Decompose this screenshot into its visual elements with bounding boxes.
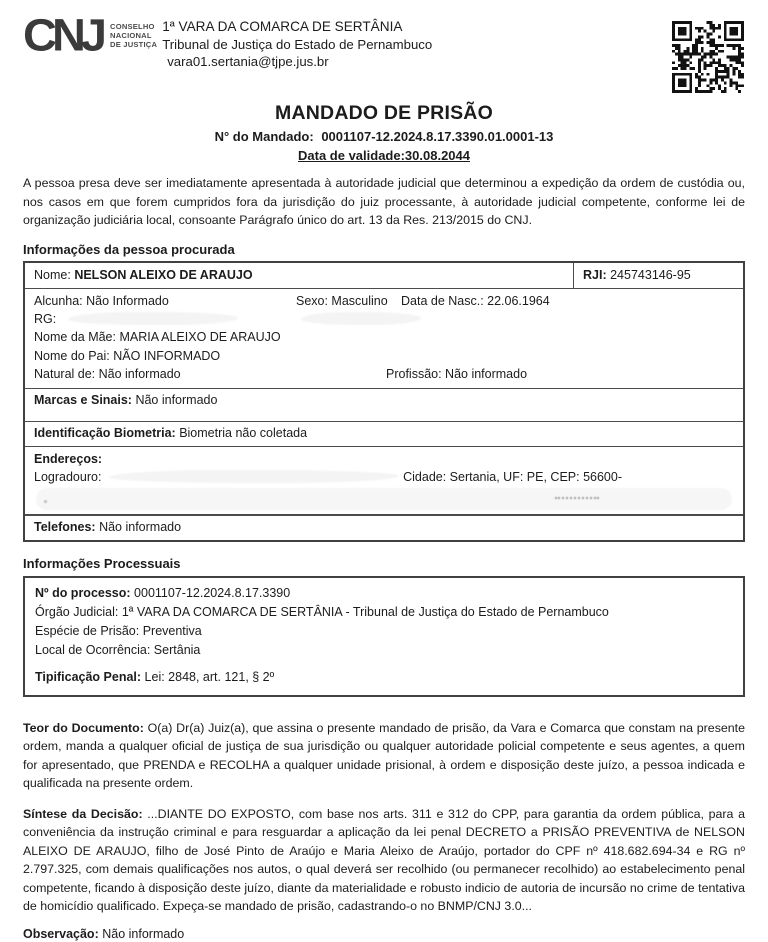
teor-label: Teor do Documento: [23, 720, 144, 735]
person-info-heading: Informações da pessoa procurada [23, 241, 235, 257]
sexo-field: Sexo: Masculino [296, 293, 388, 308]
logradouro-label: Logradouro: [34, 469, 102, 484]
observacao-line [23, 925, 745, 942]
court-tribunal: Tribunal de Justiça do Estado de Pernambuco [162, 36, 433, 52]
cnj-logo [23, 9, 158, 60]
birthdate-field: Data de Nasc.: 22.06.1964 [401, 293, 550, 308]
court-name: 1ª VARA DA COMARCA DE SERTÂNIA [162, 19, 403, 34]
enderecos-label: Endereços: [34, 451, 103, 466]
validade-line: Data de validade:30.08.2044 [298, 148, 470, 163]
marcas-value: Não informado [135, 392, 218, 407]
nome-label: Nome: [34, 267, 71, 282]
rji-cell [573, 263, 743, 288]
especie-field: Espécie de Prisão: Preventiva [35, 623, 202, 638]
rg-label: RG: [34, 311, 57, 326]
nome-row [25, 263, 743, 289]
processo-value: 0001107-12.2024.8.17.3390 [134, 585, 291, 600]
redacted-fragment [44, 500, 47, 503]
telefones-value: Não informado [99, 519, 182, 534]
court-info [162, 14, 432, 71]
caption-line: CONSELHO [110, 22, 155, 31]
process-info-heading: Informações Processuais [23, 555, 181, 571]
redacted-text [68, 312, 238, 325]
personal-details-cell [25, 289, 743, 389]
profession-field: Profissão: Não informado [386, 367, 528, 382]
father-name-field: Nome do Pai: NÃO INFORMADO [34, 348, 221, 363]
cnj-logo-text: CNJ [23, 9, 103, 60]
redacted-fragment [555, 497, 599, 499]
mandado-number-label: N° do Mandado: [214, 129, 314, 144]
telefones-label: Telefones: [34, 519, 96, 534]
redacted-block [36, 488, 732, 510]
tipificacao-field [35, 668, 733, 687]
biometria-label: Identificação Biometria: [34, 425, 176, 440]
document-title: MANDADO DE PRISÃO [275, 102, 493, 124]
sintese-paragraph [23, 805, 745, 916]
caption-line: NACIONAL [110, 31, 152, 40]
person-info-table [23, 261, 745, 542]
processo-label: Nº do processo: [35, 585, 131, 600]
nome-field [25, 263, 573, 288]
biometria-value: Biometria não coletada [179, 425, 308, 440]
marcas-label: Marcas e Sinais: [34, 392, 132, 407]
redacted-text [109, 470, 399, 483]
teor-text: O(a) Dr(a) Juiz(a), que assina o presente mandado de prisão, da Vara e Comarca que constam na presente ordem, manda a qualquer oficial de justiça de sua jurisdição ou qualquer autoridade policial competente e seus agentes, a quem for apresentado, que PRENDA e RECOLHA a qualquer unidade prisional, à ordem e disposição deste juízo, a pessoa indicada e qualificada na presente ordem. [23, 720, 745, 791]
process-info-box [23, 576, 745, 697]
observacao-label: Observação: [23, 926, 99, 941]
biometria-row [25, 422, 743, 447]
rg-field [34, 310, 734, 328]
intro-paragraph: A pessoa presa deve ser imediatamente apresentada à autoridade judicial que determinou a expedição da ordem de custódia ou, nos casos em que forem cumpridos fora da jurisdição do juiz processante, à autoridade judicial competente, conforme lei de organização judiciária local, consoante Parágrafo único do art. 13 da Res. 213/2015 do CNJ. [23, 176, 745, 227]
qr-code-icon [672, 21, 744, 93]
cidade-field: Cidade: Sertania, UF: PE, CEP: 56600- [403, 469, 622, 484]
telefones-row [25, 516, 743, 540]
teor-paragraph [23, 719, 745, 793]
document-header [23, 9, 745, 93]
sintese-text: ...DIANTE DO EXPOSTO, com base nos arts. 311 e 312 do CPP, para garantia da ordem pública, para a conveniência da instrução criminal e para resguardar a aplicação da lei penal DECRETO a PRISÃO PREVENTIVA de NELSON ALEIXO DE ARAUJO, filho de José Pinto de Araújo e Maria Aleixo de Araújo, portador do CPF nº 418.682.694-34 e RG nº 2.797.325, com demais qualificações nos autos, o qual deverá ser recolhido (ou permanecer recolhido) ao estabelecimento penal competente, ficando à disposição deste juízo, diante da materialidade e robusto indicio de autoria de incursão no crime de tentativa de homicídio qualificado. Expeça-se mandado de prisão, cadastrando-o no BNMP/CNJ 3.0... [23, 806, 745, 914]
mandado-number-value: 0001107-12.2024.8.17.3390.01.0001-13 [321, 129, 554, 144]
observacao-value: Não informado [102, 926, 185, 941]
local-field: Local de Ocorrência: Sertânia [35, 642, 201, 657]
title-block [23, 101, 745, 164]
rji-value: 245743146-95 [610, 267, 691, 282]
orgao-field: Órgão Judicial: 1ª VARA DA COMARCA DE SERTÂNIA - Tribunal de Justiça do Estado de Pernambuco [35, 604, 609, 619]
tipificacao-label: Tipificação Penal: [35, 669, 142, 684]
court-email: vara01.sertania@tjpe.jus.br [167, 54, 329, 69]
natural-field: Natural de: Não informado [34, 367, 181, 382]
nome-value: NELSON ALEIXO DE ARAUJO [74, 267, 253, 282]
mother-name-field: Nome da Mãe: MARIA ALEIXO DE ARAUJO [34, 330, 281, 345]
caption-line: DE JUSTIÇA [110, 40, 158, 49]
sintese-label: Síntese da Decisão: [23, 806, 143, 821]
marcas-row [25, 389, 743, 422]
processo-field [35, 584, 733, 603]
cnj-logo-caption [110, 22, 157, 49]
enderecos-row [25, 447, 743, 516]
alcunha-field: Alcunha: Não Informado [34, 293, 169, 308]
rji-label: RJI: [583, 267, 607, 282]
logradouro-field [34, 468, 734, 486]
mandado-number-line [23, 128, 745, 145]
redacted-text [301, 312, 421, 325]
tipificacao-value: Lei: 2848, art. 121, § 2º [144, 669, 275, 684]
